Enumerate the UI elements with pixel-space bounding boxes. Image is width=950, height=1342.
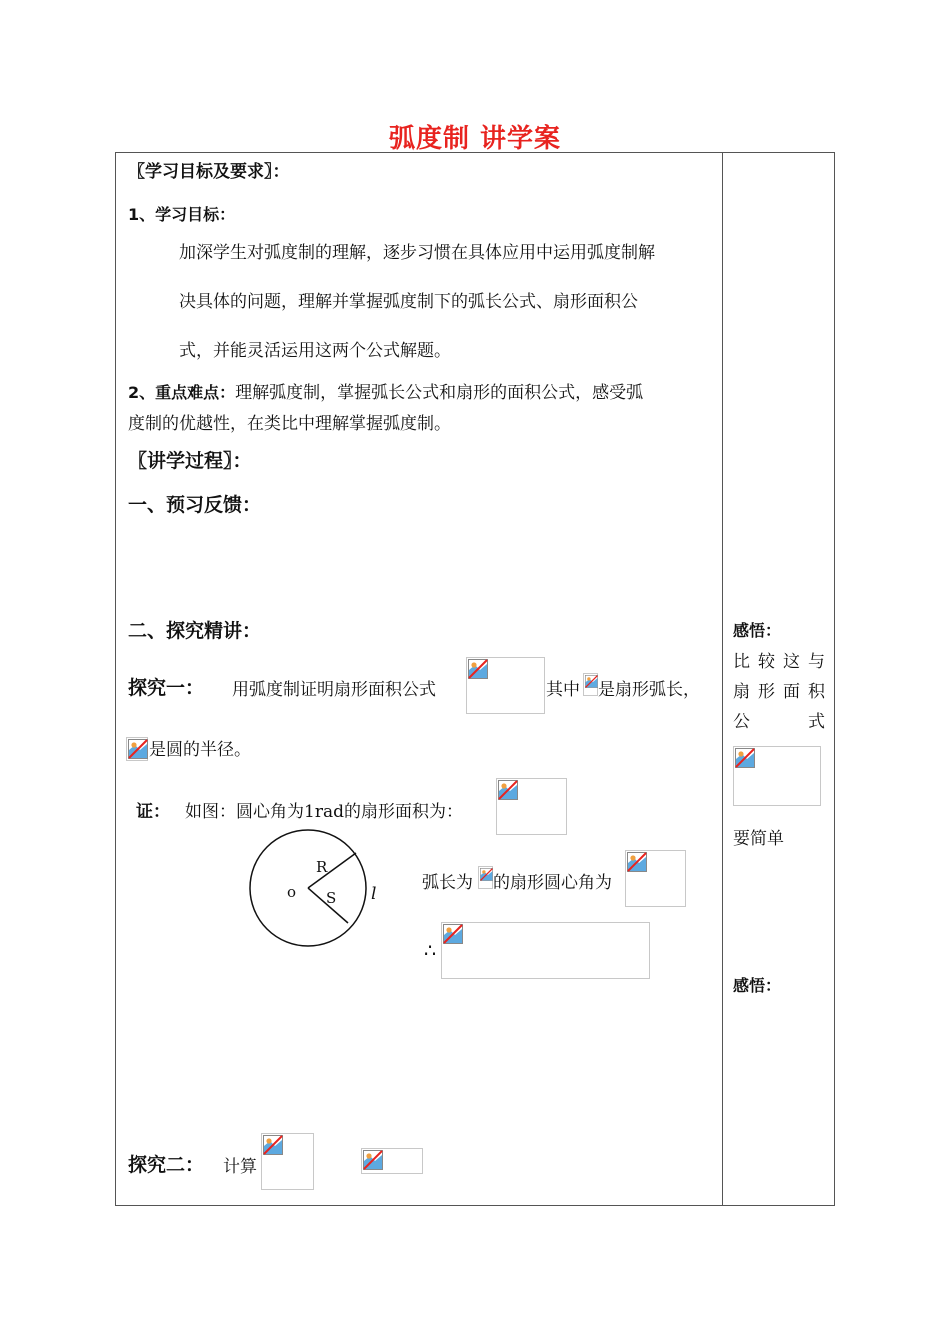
objectives-heading: 〖学习目标及要求〗： — [128, 162, 290, 182]
sidebar-char: 这 — [783, 652, 800, 672]
broken-image-icon — [263, 1135, 283, 1155]
section-explore-explain: 二、探究精讲： — [128, 620, 262, 642]
sidebar-char: 与 — [808, 652, 825, 672]
radius-label: R — [316, 858, 328, 876]
calculation-image-1 — [261, 1133, 314, 1190]
central-angle-image — [625, 850, 686, 907]
therefore-symbol: ∴ — [424, 940, 437, 962]
objective-1-line-3: 式，并能灵活运用这两个公式解题。 — [179, 341, 451, 361]
arc-label: l — [371, 884, 377, 904]
sidebar-char: 形 — [758, 682, 775, 702]
objective-1-label: 1、学习目标： — [128, 205, 236, 224]
objective-2-text: 理解弧度制，掌握弧长公式和扇形的面积公式，感受弧 — [235, 383, 644, 403]
sidebar-char: 较 — [758, 652, 775, 672]
sidebar-char: 积 — [808, 682, 825, 702]
sidebar-char: 扇 — [733, 682, 750, 702]
broken-image-icon — [468, 659, 488, 679]
sidebar-note-1-line-3 — [733, 707, 825, 732]
sidebar-note-1-line-1 — [733, 647, 825, 672]
radius-symbol-image — [126, 737, 148, 761]
calculation-image-2 — [361, 1148, 423, 1174]
sidebar-note-1-after: 要简单 — [733, 829, 784, 849]
proof-label: 证： — [136, 802, 170, 822]
explore-1-text-c: 是扇形弧长， — [598, 680, 700, 700]
sector-label: S — [326, 889, 337, 907]
proof-text-c: 的扇形圆心角为 — [493, 873, 612, 893]
objective-2-line-2: 度制的优越性，在类比中理解掌握弧度制。 — [128, 414, 451, 434]
broken-image-icon — [128, 739, 148, 759]
sidebar-note-1-line-2 — [733, 677, 825, 702]
broken-image-icon — [363, 1150, 383, 1170]
arc-length-symbol-image — [583, 673, 598, 696]
broken-image-icon — [443, 924, 463, 944]
broken-image-icon — [585, 675, 598, 688]
proof-text-a: 如图：圆心角为1rad的扇形面积为： — [185, 802, 463, 822]
column-divider — [722, 152, 723, 1206]
conclusion-formula-image — [441, 922, 650, 979]
section-preview-feedback: 一、预习反馈： — [128, 494, 262, 516]
explore-1-text-d: 是圆的半径。 — [149, 740, 251, 760]
unit-sector-area-image — [496, 778, 567, 835]
explore-1-label: 探究一： — [128, 677, 205, 699]
objective-2-line-1 — [128, 378, 643, 403]
broken-image-icon — [735, 748, 755, 768]
center-label: o — [287, 883, 297, 901]
explore-2-text-a: 计算 — [223, 1157, 257, 1177]
sidebar-char: 面 — [783, 682, 800, 702]
explore-2-label: 探究二： — [128, 1154, 205, 1176]
arc-length-l-image — [478, 866, 493, 889]
sidebar-formula-image — [733, 746, 821, 806]
sidebar-note-1-heading: 感悟： — [733, 621, 782, 640]
proof-text-b: 弧长为 — [422, 873, 473, 893]
broken-image-icon — [498, 780, 518, 800]
page-title: 弧度制 讲学案 — [388, 124, 562, 154]
broken-image-icon — [480, 868, 493, 881]
objective-2-label: 2、重点难点： — [128, 383, 236, 402]
sidebar-char: 式 — [808, 712, 825, 732]
circle-sector-figure — [240, 826, 390, 950]
objective-1-line-1: 加深学生对弧度制的理解，逐步习惯在具体应用中运用弧度制解 — [179, 243, 655, 263]
sidebar-note-2-heading: 感悟： — [733, 976, 782, 995]
sidebar-char: 比 — [733, 652, 750, 672]
sector-area-formula-image — [466, 657, 545, 714]
process-heading: 〖讲学过程〗： — [128, 450, 252, 472]
explore-1-text-a: 用弧度制证明扇形面积公式 — [232, 680, 436, 700]
broken-image-icon — [627, 852, 647, 872]
explore-1-text-b: 其中 — [546, 680, 580, 700]
sidebar-char: 公 — [733, 712, 750, 732]
objective-1-line-2: 决具体的问题，理解并掌握弧度制下的弧长公式、扇形面积公 — [179, 292, 638, 312]
